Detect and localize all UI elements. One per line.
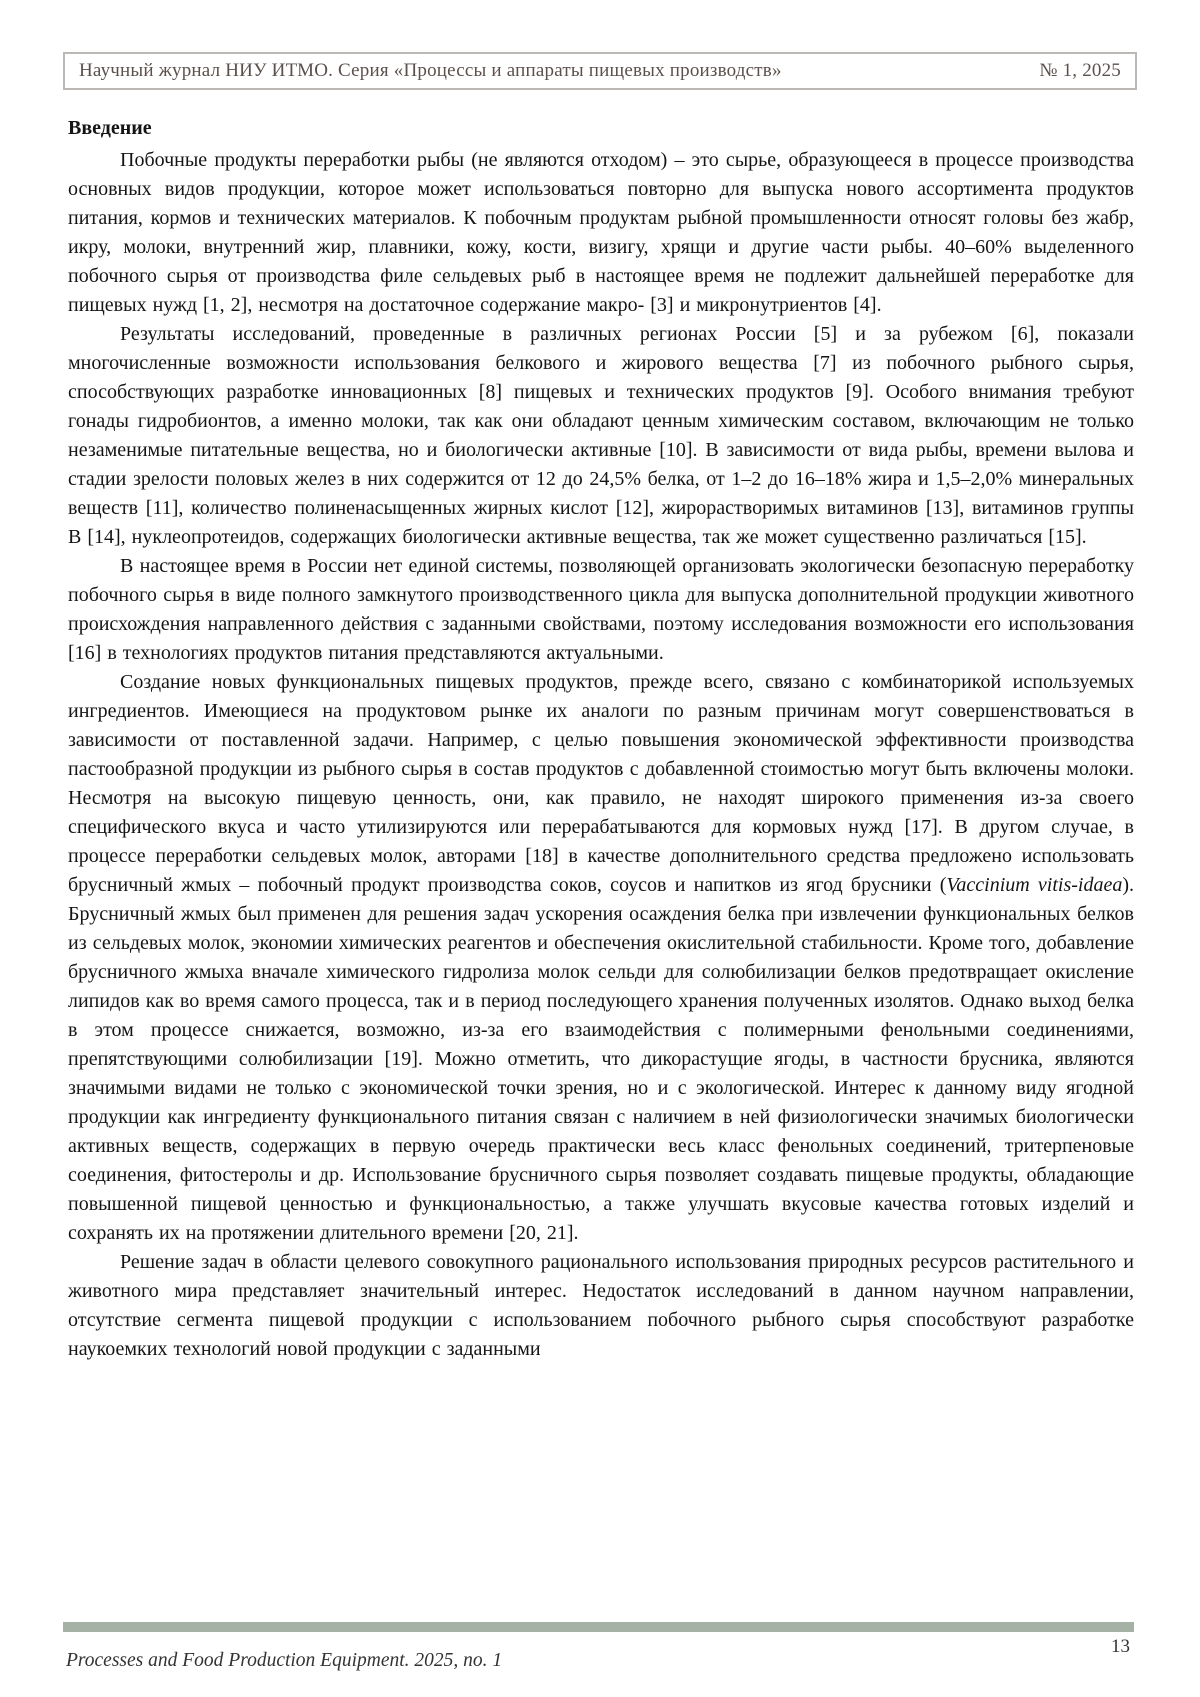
paragraph-5: Решение задач в области целевого совокупного рационального использования природных ресурсов растительного и животного мира представляет значительный интерес. Недостаток исследований в данном научном направлении, отсутствие сегмента пищевой продукции с использованием побочного рыбного сырья способствуют разработке наукоемких технологий новой продукции с заданными — [68, 1251, 1134, 1360]
paragraph-3: В настоящее время в России нет единой системы, позволяющей организовать экологически безопасную переработку побочного сырья в виде полного замкнутого производственного цикла для выпуска дополнительной продукции животного происхождения направленного действия с заданными свойствами, поэтому исследования возможности его использования [16] в технологиях продуктов питания представляются актуальными. — [68, 555, 1134, 664]
footer-divider-bar — [63, 1622, 1134, 1632]
section-title: Введение — [68, 117, 152, 139]
footer-journal-name: Processes and Food Production Equipment. 2025, no. 1 — [66, 1650, 503, 1671]
article-body — [68, 114, 1134, 1364]
paragraph-4 — [68, 668, 1134, 1248]
species-name-italic: Vaccinium vitis-idaea — [946, 874, 1123, 896]
paragraph-4-text: Создание новых функциональных пищевых продуктов, прежде всего, связано с комбинаторикой используемых ингредиентов. Имеющиеся на продуктовом рынке их аналоги по разным причинам могут совершенствоваться в зависимости от поставленной задачи. Например, с целью повышения экономической эффективности производства пастообразной продукции из рыбного сырья в состав продуктов с добавленной стоимостью могут быть включены молоки. Несмотря на высокую пищевую ценность, они, как правило, не находят широкого применения из-за своего специфического вкуса и часто утилизируются или перерабатываются для кормовых нужд [17]. В другом случае, в процессе переработки сельдевых молок, авторами [18] в качестве дополнительного средства предложено использовать брусничный жмых – побочный продукт производства соков, соусов и напитков из ягод брусники ( — [68, 671, 1134, 896]
journal-title: Научный журнал НИУ ИТМО. Серия «Процессы и аппараты пищевых производств» — [79, 60, 782, 81]
issue-number: № 1, 2025 — [1039, 60, 1121, 81]
paragraph-1: Побочные продукты переработки рыбы (не являются отходом) – это сырье, образующееся в процессе производства основных видов продукции, которое может использоваться повторно для выпуска нового ассортимента продуктов питания, кормов и технических материалов. К побочным продуктам рыбной промышленности относят головы без жабр, икру, молоки, внутренний жир, плавники, кожу, кости, визигу, хрящи и другие части рыбы. 40–60% выделенного побочного сырья от производства филе сельдевых рыб в настоящее время не подлежит дальнейшей переработке для пищевых нужд [1, 2], несмотря на достаточное содержание макро- [3] и микронутриентов [4]. — [68, 149, 1134, 316]
journal-header — [63, 52, 1137, 90]
paragraph-2: Результаты исследований, проведенные в различных регионах России [5] и за рубежом [6], показали многочисленные возможности использования белкового и жирового вещества [7] из побочного рыбного сырья, способствующих разработке инновационных [8] пищевых и технических продуктов [9]. Особого внимания требуют гонады гидробионтов, а именно молоки, так как они обладают ценным химическим составом, включающим не только незаменимые питательные вещества, но и биологически активные [10]. В зависимости от вида рыбы, времени вылова и стадии зрелости половых желез в них содержится от 12 до 24,5% белка, от 1–2 до 16–18% жира и 1,5–2,0% минеральных веществ [11], количество полиненасыщенных жирных кислот [12], жирорастворимых витаминов [13], витаминов группы В [14], нуклеопротеидов, содержащих биологически активные вещества, так же может существенно различаться [15]. — [68, 323, 1134, 548]
page-number: 13 — [1111, 1636, 1130, 1657]
paragraph-4-text-continued: ). Брусничный жмых был применен для решения задач ускорения осаждения белка при извлечении функциональных белков из сельдевых молок, экономии химических реагентов и обеспечения окислительной стабильности. Кроме того, добавление брусничного жмыха вначале химического гидролиза молок сельди для солюбилизации белков предотвращает окисление липидов как во время самого процесса, так и в период последующего хранения полученных изолятов. Однако выход белка в этом процессе снижается, возможно, из-за его взаимодействия с полимерными фенольными соединениями, препятствующими солюбилизации [19]. Можно отметить, что дикорастущие ягоды, в частности брусника, являются значимыми видами не только с экономической точки зрения, но и с экологической. Интерес к данному виду ягодной продукции как ингредиенту функционального питания связан с наличием в ней физиологически значимых биологически активных веществ, содержащих в первую очередь практически весь класс фенольных соединений, тритерпеновые соединения, фитостеролы и др. Использование брусничного сырья позволяет создавать пищевые продукты, обладающие повышенной пищевой ценностью и функциональностью, а также улучшать вкусовые качества готовых изделий и сохранять их на протяжении длительного времени [20, 21]. — [68, 874, 1134, 1244]
